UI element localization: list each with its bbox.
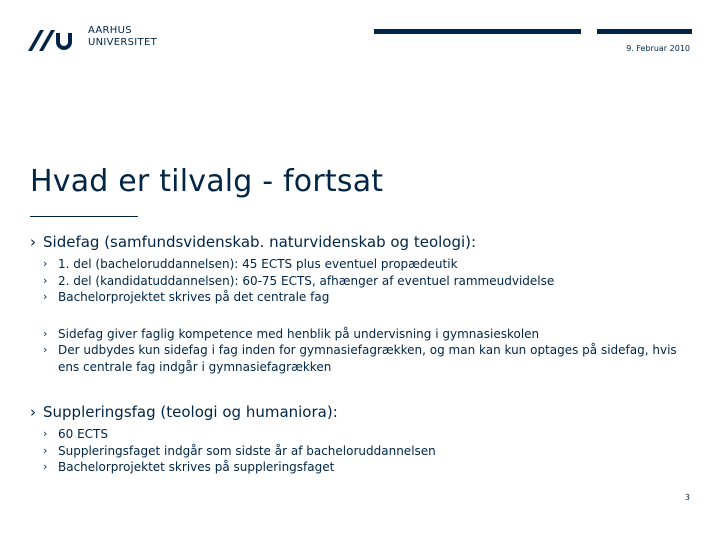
list-item <box>43 326 690 343</box>
slide-content <box>30 233 690 476</box>
section-heading <box>30 403 690 422</box>
list-item <box>43 342 690 375</box>
list-item-text: Bachelorprojektet skrives på suppleringsfaget <box>58 460 335 474</box>
section-heading-text: Sidefag (samfundsvidenskab. naturvidenskab og teologi): <box>43 233 477 251</box>
list-item-text: 1. del (bacheloruddannelsen): 45 ECTS plus eventuel propædeutik <box>58 257 458 271</box>
university-name <box>88 25 157 49</box>
list-item-text: 60 ECTS <box>58 427 108 441</box>
bullet-list <box>43 256 690 306</box>
header-bar-left <box>374 29 581 34</box>
list-item-text: Bachelorprojektet skrives på det centrale fag <box>58 290 330 304</box>
list-item-text: 2. del (kandidatuddannelsen): 60-75 ECTS, afhænger af eventuel rammeudvidelse <box>58 273 555 288</box>
list-item <box>43 443 690 460</box>
chevron-right-icon: › <box>30 233 36 251</box>
spacer <box>30 306 690 322</box>
page-number: 3 <box>684 493 690 502</box>
title-underline <box>30 216 138 217</box>
section-heading-text: Suppleringsfag (teologi og humaniora): <box>43 403 338 421</box>
university-name-line1: AARHUS <box>88 25 132 36</box>
list-item <box>43 426 690 443</box>
chevron-right-icon: › <box>43 257 48 270</box>
aarhus-university-logo <box>26 27 76 53</box>
chevron-right-icon: › <box>30 403 36 421</box>
chevron-right-icon: › <box>43 326 48 340</box>
chevron-right-icon: › <box>43 460 48 473</box>
slide-date: 9. Februar 2010 <box>626 44 690 53</box>
slide-title: Hvad er tilvalg - fortsat <box>30 164 384 199</box>
chevron-right-icon: › <box>43 273 48 287</box>
list-item-text: Suppleringsfaget indgår som sidste år af bacheloruddannelsen <box>58 443 436 458</box>
chevron-right-icon: › <box>43 343 48 356</box>
chevron-right-icon: › <box>43 427 48 440</box>
chevron-right-icon: › <box>43 443 48 457</box>
list-item <box>43 273 690 290</box>
header-bar-right <box>597 29 692 34</box>
bullet-list <box>43 426 690 476</box>
list-item-text: Sidefag giver faglig kompetence med henblik på undervisning i gymnasieskolen <box>58 326 540 341</box>
list-item-text: Der udbydes kun sidefag i fag inden for gymnasiefagrækken, og man kan kun optages på sidefag, hvis ens centrale fag indgår i gymnasiefagrækken <box>58 343 677 374</box>
chevron-right-icon: › <box>43 290 48 303</box>
university-name-line2: UNIVERSITET <box>88 37 157 48</box>
list-item <box>43 459 690 476</box>
list-item <box>43 289 690 306</box>
list-item <box>43 256 690 273</box>
section-heading <box>30 233 690 252</box>
spacer <box>30 375 690 403</box>
bullet-list <box>43 326 690 376</box>
